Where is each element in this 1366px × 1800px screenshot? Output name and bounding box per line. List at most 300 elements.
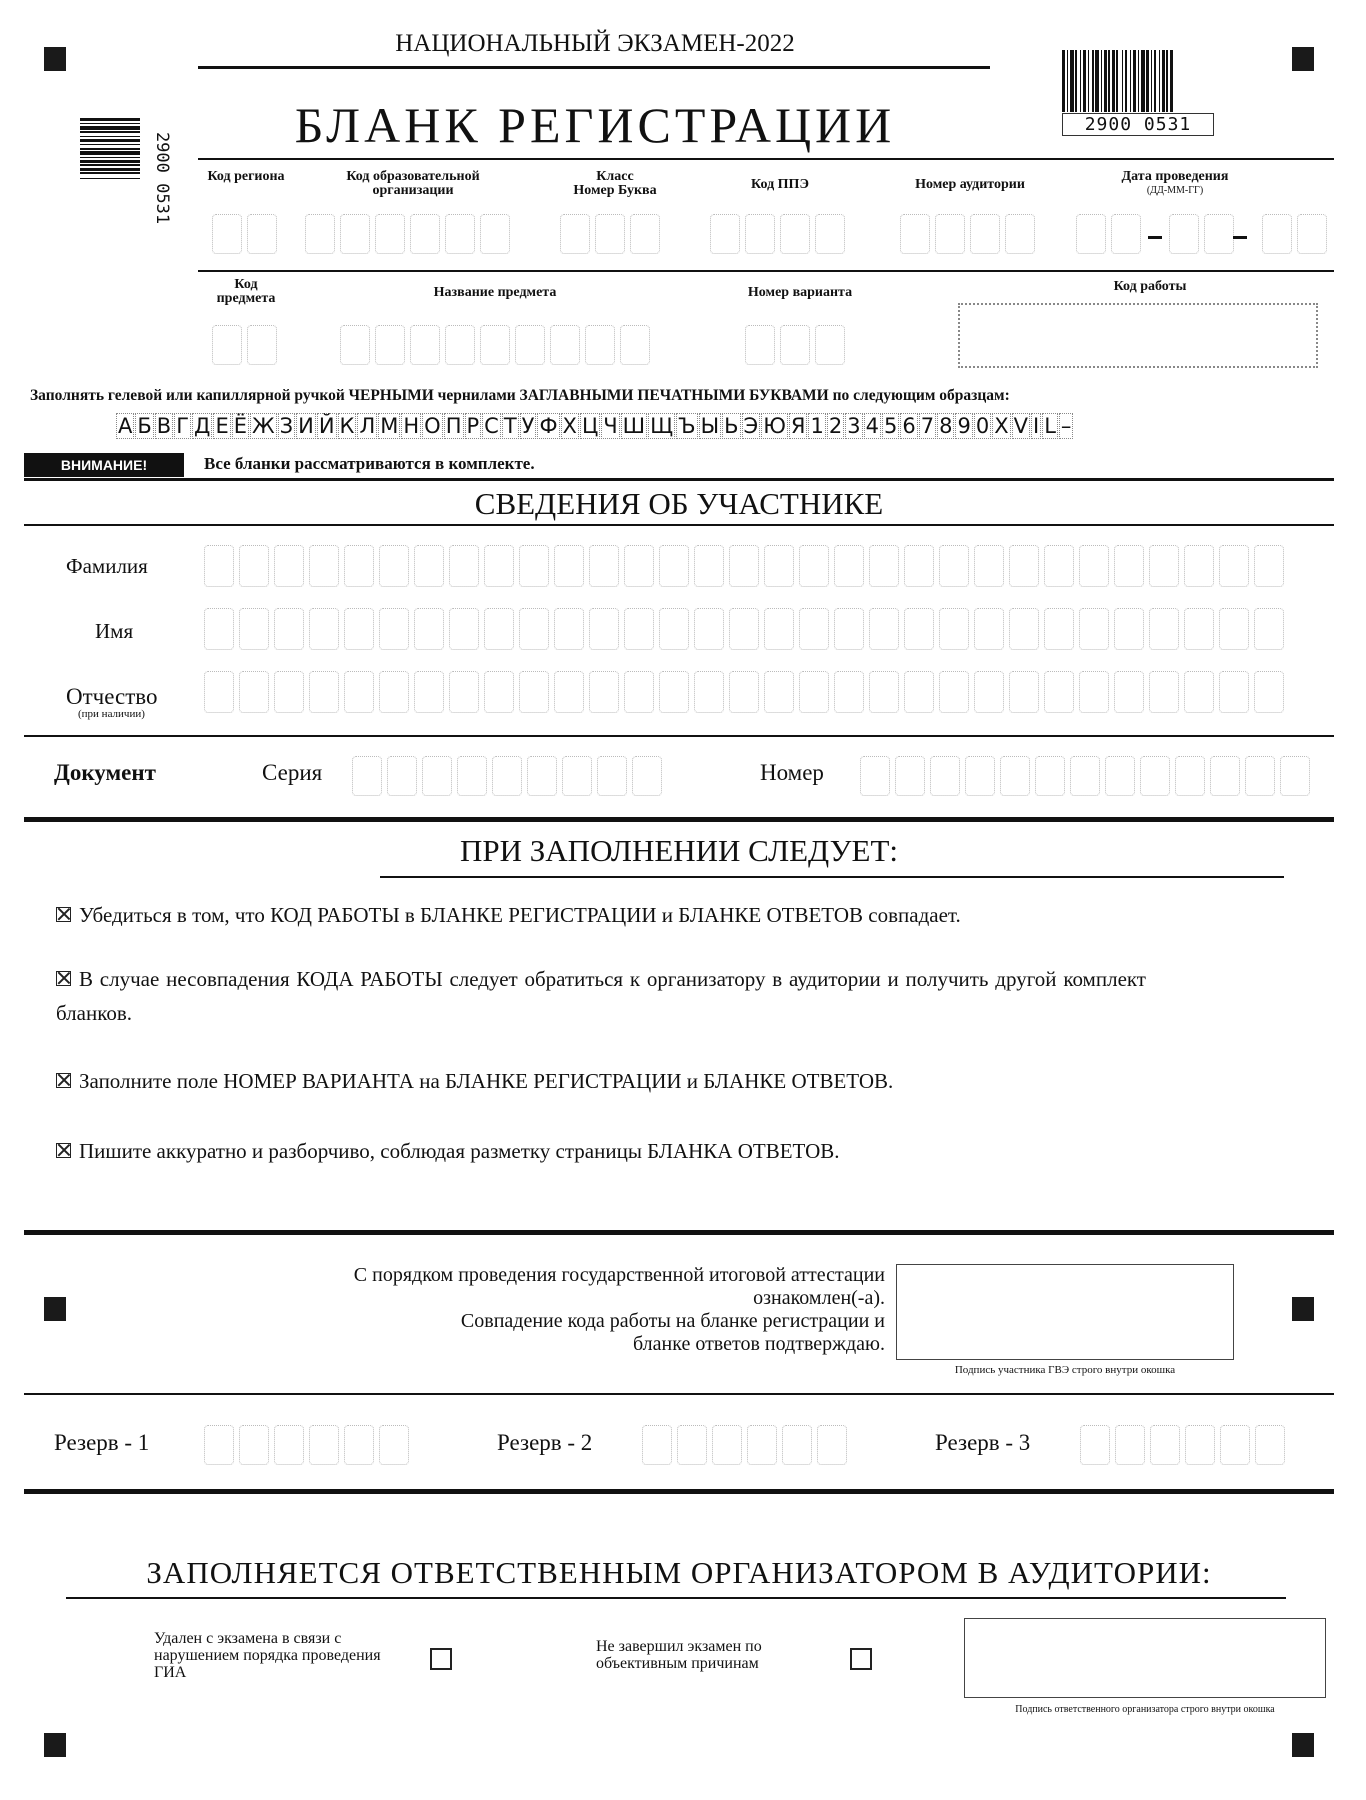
not-finished-checkbox[interactable] [850,1648,872,1670]
input-cell[interactable] [379,671,409,713]
sample-char: 5 [883,414,898,438]
sample-char: 1 [810,414,824,438]
input-cell[interactable] [1080,1425,1110,1465]
corner-marker-bottom-left [44,1733,66,1757]
sample-char: 9 [957,414,971,438]
removed-text: Удален с экзамена в связи с нарушением порядка проведения ГИА [154,1630,381,1681]
input-cell[interactable] [930,756,960,796]
input-cell[interactable] [642,1425,672,1465]
input-cell[interactable] [519,608,549,650]
input-cell[interactable] [597,756,627,796]
sample-char: Я [790,414,806,438]
input-cell[interactable] [554,671,584,713]
barcode-bar [80,139,140,142]
input-cell[interactable] [309,545,339,587]
input-cell[interactable] [449,545,479,587]
input-cell[interactable] [1149,671,1179,713]
sample-char: Ю [763,414,786,438]
document-top-line [24,735,1334,737]
confirmation-line-3: Совпадение кода работы на бланке регистрации и [460,1310,885,1332]
barcode-bar [80,172,140,174]
document-number-cells[interactable] [860,756,1310,796]
input-cell[interactable] [1079,608,1109,650]
barcode-bar [1146,50,1149,112]
label-reserve-3: Резерв - 3 [935,1430,1031,1455]
input-cell[interactable] [274,545,304,587]
label-first-name: Имя [95,619,134,643]
input-cell[interactable] [729,545,759,587]
sample-characters [116,413,1214,439]
input-cell[interactable] [589,608,619,650]
barcode-bar [1101,50,1102,112]
rule-item-4 [56,1134,1146,1168]
sample-char: Н [403,414,420,438]
barcode-bar [1159,50,1160,112]
label-number: Номер [760,760,824,785]
barcode-bar [80,123,140,124]
input-cell[interactable] [817,1425,847,1465]
input-cell[interactable] [414,545,444,587]
input-cell[interactable] [422,756,452,796]
input-cell[interactable] [414,608,444,650]
barcode-bar [1162,50,1165,112]
input-cell[interactable] [492,756,522,796]
input-cell[interactable] [387,756,417,796]
input-cell[interactable] [1035,756,1065,796]
exam-title: НАЦИОНАЛЬНЫЙ ЭКЗАМЕН-2022 [395,30,795,57]
organizer-section-title: ЗАПОЛНЯЕТСЯ ОТВЕТСТВЕННЫМ ОРГАНИЗАТОРОМ В АУДИТОРИИ: [146,1555,1212,1590]
barcode-bar [1154,50,1156,112]
confirmation-top-line [24,1230,1334,1235]
checked-box-icon [56,1143,71,1158]
label-document: Документ [54,760,156,785]
input-cell[interactable] [904,545,934,587]
label-class-main: Класс [596,169,634,184]
input-cell[interactable] [860,756,890,796]
input-cell[interactable] [712,1425,742,1465]
input-cell[interactable] [939,545,969,587]
sample-char: Ч [603,414,618,438]
barcode-top-right [1062,50,1212,122]
input-cell[interactable] [659,671,689,713]
input-cell[interactable] [764,671,794,713]
sample-char: П [445,414,462,438]
org-code-cells[interactable] [305,214,510,254]
input-cell[interactable] [1115,1425,1145,1465]
input-cell[interactable] [204,545,234,587]
input-cell[interactable] [1184,608,1214,650]
patronymic-cells[interactable] [204,671,1284,713]
label-class [560,170,670,198]
label-date-main: Дата проведения [1121,169,1229,184]
input-cell[interactable] [554,545,584,587]
input-cell[interactable] [729,608,759,650]
organizer-signature-box[interactable] [964,1618,1326,1698]
barcode-bar [1122,50,1123,112]
top-fields-line-2 [198,270,1334,272]
input-cell[interactable] [589,671,619,713]
input-cell[interactable] [239,608,269,650]
input-cell[interactable] [484,608,514,650]
rule-text-3: Заполните поле НОМЕР ВАРИАНТА на БЛАНКЕ РЕГИСТРАЦИИ и БЛАНКЕ ОТВЕТОВ. [79,1069,894,1093]
rule-text-1: Убедиться в том, что КОД РАБОТЫ в БЛАНКЕ РЕГИСТРАЦИИ и БЛАНКЕ ОТВЕТОВ совпадает. [79,903,961,927]
sample-char: У [521,414,535,438]
participant-title-line [24,524,1334,526]
sample-char: Х [562,414,577,438]
input-cell[interactable] [519,545,549,587]
barcode-bar [1112,50,1115,112]
input-cell[interactable] [799,545,829,587]
input-cell[interactable] [904,671,934,713]
input-cell[interactable] [1254,671,1284,713]
document-series-cells[interactable] [352,756,662,796]
header-underline [198,66,990,69]
input-cell[interactable] [309,1425,339,1465]
sample-char: 7 [920,414,935,438]
input-cell[interactable] [1254,608,1284,650]
input-cell[interactable] [274,671,304,713]
input-cell[interactable] [1254,545,1284,587]
confirmation-line-1: С порядком проведения государственной итоговой аттестации [353,1264,885,1286]
input-cell[interactable] [1044,671,1074,713]
sample-char: – [1060,414,1072,438]
input-cell[interactable] [414,671,444,713]
input-cell[interactable] [834,608,864,650]
participant-signature-caption: Подпись участника ГВЭ строго внутри окошка [954,1364,1176,1376]
rule-text-2: В случае несовпадения КОДА РАБОТЫ следует обратиться к организатору в аудитории и получить другой комплект бланков. [56,967,1146,1025]
input-cell[interactable] [1105,756,1135,796]
sample-char: 3 [847,414,861,438]
surname-cells[interactable] [204,545,1284,587]
input-cell[interactable] [204,608,234,650]
barcode-left-vertical [80,118,140,248]
input-cell[interactable] [624,671,654,713]
barcode-bar [80,144,140,145]
barcode-bar [80,148,140,150]
input-cell[interactable] [904,608,934,650]
room-number-cells[interactable] [900,214,1035,254]
sample-char: И [298,414,314,438]
sample-char: З [279,414,294,438]
subject-code-cells[interactable] [212,325,277,365]
barcode-bar [80,157,140,158]
reserve-2-cells[interactable] [642,1425,847,1465]
sample-char: 8 [939,414,953,438]
reserve-top-line [24,1393,1334,1395]
input-cell[interactable] [1150,1425,1180,1465]
barcode-bar [80,160,140,163]
input-cell[interactable] [764,608,794,650]
input-cell[interactable] [965,756,995,796]
label-series: Серия [262,760,323,785]
rule-item-3 [56,1064,1146,1098]
barcode-bar [1138,50,1139,112]
input-cell[interactable] [1255,1425,1285,1465]
subject-name-cells[interactable] [340,325,650,365]
input-cell[interactable] [799,671,829,713]
date-separator-2 [1233,236,1247,239]
corner-marker-top-right [1292,47,1314,71]
input-cell[interactable] [457,756,487,796]
input-cell[interactable] [484,671,514,713]
warning-text: Все бланки рассматриваются в комплекте. [204,454,535,473]
form-title: БЛАНК РЕГИСТРАЦИИ [294,97,896,153]
sample-char: 6 [902,414,916,438]
input-cell[interactable] [1009,608,1039,650]
sample-char: Л [359,414,376,438]
sample-char: Ы [700,414,720,438]
sample-char: 0 [975,414,990,438]
barcode-bar [1067,50,1068,112]
sample-char: Э [743,414,759,438]
input-cell[interactable] [895,756,925,796]
corner-marker-bottom-right [1292,1733,1314,1757]
input-cell[interactable] [869,608,899,650]
input-cell[interactable] [239,1425,269,1465]
sample-char: Д [194,414,211,438]
input-cell[interactable] [624,608,654,650]
input-cell[interactable] [344,1425,374,1465]
input-cell[interactable] [1184,545,1214,587]
warning-badge: ВНИМАНИЕ! [24,453,184,477]
sample-char: 2 [828,414,843,438]
barcode-bar [1108,50,1110,112]
sample-char: А [118,414,133,438]
reserve-1-cells[interactable] [204,1425,409,1465]
input-cell[interactable] [204,671,234,713]
sample-char: Ъ [678,414,696,438]
barcode-bar [80,136,140,137]
barcode-bar [1080,50,1081,112]
date-cells[interactable] [1076,214,1327,254]
rules-title: ПРИ ЗАПОЛНЕНИИ СЛЕДУЕТ: [460,833,898,868]
input-cell[interactable] [974,545,1004,587]
input-cell[interactable] [484,545,514,587]
barcode-bar [80,118,140,121]
input-cell[interactable] [782,1425,812,1465]
input-cell[interactable] [204,1425,234,1465]
input-cell[interactable] [1280,756,1310,796]
input-cell[interactable] [694,545,724,587]
input-cell[interactable] [632,756,662,796]
input-cell[interactable] [974,608,1004,650]
input-cell[interactable] [659,545,689,587]
removed-checkbox[interactable] [430,1648,452,1670]
input-cell[interactable] [799,608,829,650]
sample-char: Ф [539,414,558,438]
input-cell[interactable] [239,545,269,587]
input-cell[interactable] [1219,545,1249,587]
label-region-code: Код региона [207,169,285,184]
sample-char: L [1044,414,1056,438]
rule-item-2 [56,962,1146,1030]
top-fields-line-1 [198,158,1334,160]
label-surname: Фамилия [66,554,148,578]
input-cell[interactable] [834,671,864,713]
barcode-bar [1141,50,1145,112]
participant-section-title: СВЕДЕНИЯ ОБ УЧАСТНИКЕ [474,486,884,521]
label-date [1085,170,1265,198]
input-cell[interactable] [562,756,592,796]
label-patronymic-note: (при наличии) [78,708,145,720]
input-cell[interactable] [1009,671,1039,713]
input-cell[interactable] [1070,756,1100,796]
label-class-sub: Номер Буква [573,183,657,198]
input-cell[interactable] [1219,608,1249,650]
ppe-code-cells[interactable] [710,214,845,254]
confirmation-text [150,1264,885,1356]
input-cell[interactable] [1114,608,1144,650]
input-cell[interactable] [1184,671,1214,713]
barcode-bar [1088,50,1089,112]
sample-char: С [484,414,499,438]
checked-box-icon [56,907,71,922]
label-variant-number: Номер варианта [747,285,853,300]
input-cell[interactable] [379,545,409,587]
input-cell[interactable] [449,671,479,713]
input-cell[interactable] [869,545,899,587]
input-cell[interactable] [1220,1425,1250,1465]
sample-char: О [424,414,441,438]
sample-char: Ё [233,414,247,438]
input-cell[interactable] [624,545,654,587]
input-cell[interactable] [309,671,339,713]
corner-marker-top-left [44,47,66,71]
barcode-bar [1151,50,1152,112]
input-cell[interactable] [1175,756,1205,796]
input-cell[interactable] [694,608,724,650]
confirmation-line-4: бланке ответов подтверждаю. [633,1333,885,1355]
barcode-bar [1133,50,1136,112]
not-finished-text: Не завершил экзамен по объективным причинам [596,1638,762,1672]
label-subject-code: Код предмета [216,277,276,306]
input-cell[interactable] [527,756,557,796]
input-cell[interactable] [344,671,374,713]
input-cell[interactable] [974,671,1004,713]
sample-char: Й [318,414,335,438]
label-patronymic: Отчество [66,684,158,709]
input-cell[interactable] [1114,545,1144,587]
input-cell[interactable] [1245,756,1275,796]
input-cell[interactable] [869,671,899,713]
label-reserve-1: Резерв - 1 [54,1430,150,1455]
barcode-bar [1104,50,1107,112]
input-cell[interactable] [677,1425,707,1465]
input-cell[interactable] [1079,671,1109,713]
reserve-3-cells[interactable] [1080,1425,1285,1465]
barcode-bar [80,178,140,179]
barcode-bar [1092,50,1094,112]
input-cell[interactable] [1009,545,1039,587]
input-cell[interactable] [1185,1425,1215,1465]
input-cell[interactable] [309,608,339,650]
barcode-number-top: 2900 0531 [1062,113,1214,136]
sample-char: К [339,414,355,438]
sample-char: Ь [724,414,739,438]
label-work-code: Код работы [1113,279,1187,294]
input-cell[interactable] [589,545,619,587]
input-cell[interactable] [1140,756,1170,796]
checked-box-icon [56,1073,71,1088]
label-date-format: (ДД-ММ-ГГ) [1146,185,1204,196]
input-cell[interactable] [834,545,864,587]
work-code-box [958,303,1318,368]
input-cell[interactable] [1219,671,1249,713]
barcode-bar [80,168,140,171]
input-cell[interactable] [379,1425,409,1465]
sample-char: Т [503,414,517,438]
variant-number-cells[interactable] [745,325,845,365]
input-cell[interactable] [747,1425,777,1465]
input-cell[interactable] [764,545,794,587]
date-separator-1 [1148,236,1162,239]
fill-rule-text: Заполнять гелевой или капиллярной ручкой ЧЕРНЫМИ чернилами ЗАГЛАВНЫМИ ПЕЧАТНЫМИ БУКВАМИ по следующим образцам: [30,387,1010,404]
barcode-bar [80,131,140,133]
input-cell[interactable] [694,671,724,713]
input-cell[interactable] [939,608,969,650]
barcode-bar [1130,50,1131,112]
input-cell[interactable] [519,671,549,713]
input-cell[interactable] [352,756,382,796]
input-cell[interactable] [344,545,374,587]
input-cell[interactable] [379,608,409,650]
input-cell[interactable] [659,608,689,650]
barcode-bar [80,151,140,155]
confirmation-line-2: ознакомлен(-а). [753,1287,885,1309]
input-cell[interactable] [1210,756,1240,796]
input-cell[interactable] [729,671,759,713]
input-cell[interactable] [1000,756,1030,796]
region-code-cells[interactable] [212,214,277,254]
input-cell[interactable] [1079,545,1109,587]
sample-char: 4 [865,414,879,438]
input-cell[interactable] [449,608,479,650]
barcode-bar [1062,50,1065,112]
sample-char: Е [215,414,229,438]
input-cell[interactable] [1114,671,1144,713]
barcode-bar [80,164,140,166]
input-cell[interactable] [939,671,969,713]
barcode-number-left: 2900 0531 [152,131,172,225]
input-cell[interactable] [274,1425,304,1465]
label-room-number: Номер аудитории [915,177,1025,192]
sample-char: V [1013,414,1028,438]
barcode-bar [1070,50,1074,112]
rule-item-1 [56,898,1146,932]
input-cell[interactable] [1044,608,1074,650]
input-cell[interactable] [554,608,584,650]
input-cell[interactable] [1044,545,1074,587]
sample-char: Б [137,414,152,438]
sample-char: Щ [650,414,674,438]
first-name-cells[interactable] [204,608,1284,650]
sample-char: М [380,414,399,438]
input-cell[interactable] [1149,608,1179,650]
participant-signature-box[interactable] [896,1264,1234,1360]
input-cell[interactable] [344,608,374,650]
class-cells[interactable] [560,214,660,254]
barcode-bar [80,126,140,130]
checked-box-icon [56,971,71,986]
label-ppe-code: Код ППЭ [751,177,809,192]
input-cell[interactable] [239,671,269,713]
input-cell[interactable] [274,608,304,650]
input-cell[interactable] [1149,545,1179,587]
barcode-bar [1095,50,1099,112]
sample-char: В [156,414,172,438]
barcode-bar [1125,50,1127,112]
sample-char: I [1032,414,1040,438]
